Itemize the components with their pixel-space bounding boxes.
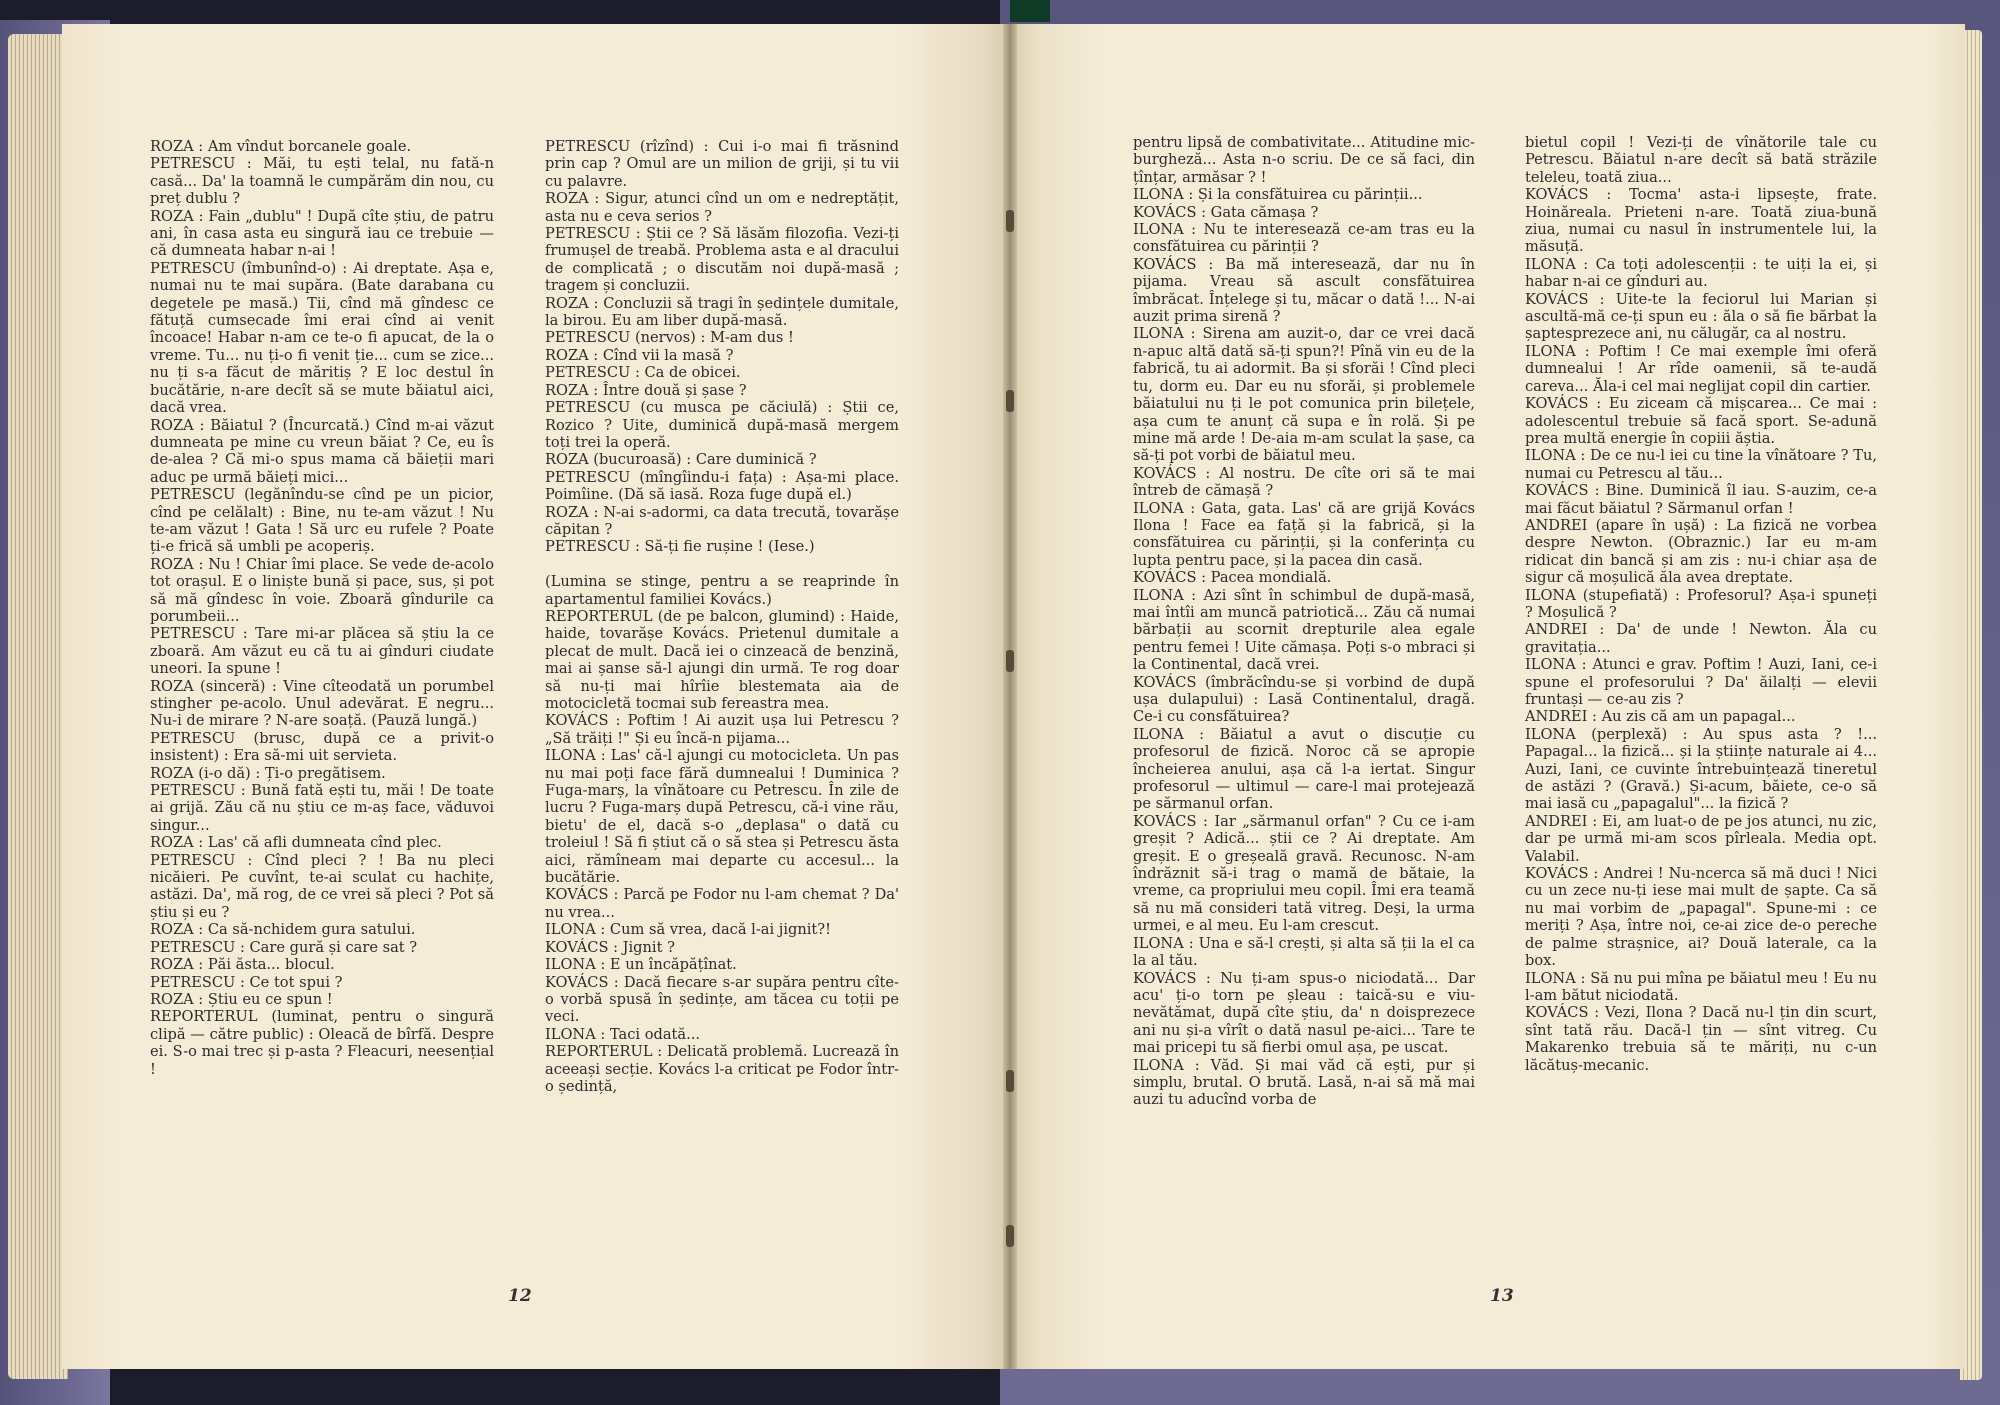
left-page-column-2: PETRESCU (rîzînd) : Cui i-o mai fi trăsnind prin cap ? Omul are un milion de griji, și tu vii cu palavre. ROZA : Sigur, atunci cînd un om e nedreptățit, asta nu e ceva serios ? PETRESCU : Știi ce ? Să lăsăm filozofia. Vezi-ți frumușel de treabă. Problema asta e al dracului de complicată ; o discutăm noi după-masă ; tragem și concluzii. ROZA : Concluzii să tragi în ședințele dumitale, la birou. Eu am liber după-masă. PETRESCU (nervos) : M-am dus ! ROZA : Cînd vii la masă ? PETRESCU : Ca de obicei. ROZA : Între două și șase ? PETRESCU (cu musca pe căciulă) : Știi ce, Rozico ? Uite, duminică după-masă mergem toți trei la operă. ROZA (bucuroasă) : Care duminică ? PETRESCU (mîngîindu-i fața) : Așa-mi place. Poimîine. (Dă să iasă. Roza fuge după el.) ROZA : N-ai s-adormi, ca data trecută, tovarășe căpitan ? PETRESCU : Să-ți fie rușine ! (Iese.) (Lumina se stinge, pentru a se reaprinde în apartamentul familiei Kovács.) REPORTERUL (de pe balcon, glumind) : Haide, haide, tovarășe Kovács. Prietenul dumitale a plecat de mult. Dacă iei o cinzeacă de benzină, mai ai șanse să-l ajungi din urmă. Te rog doar să nu-ți mai hîrîie blestemata aia de motocicletă tocmai sub fereastra mea. KOVÁCS : Poftim ! Ai auzit ușa lui Petrescu ? „Să trăiți !" Și eu încă-n pijama... ILONA : Las' că-l ajungi cu motocicleta. Un pas nu mai poți face fără dumnealui ! Duminica ? Fuga-marș, la vînătoare cu Petrescu. În zile de lucru ? Fuga-marș după Petrescu, că-i vine rău, bietu' de el, dacă s-o „deplasa" o dată cu troleiul ! Să fi știut că o să stea și Petrescu ăsta aici, rămîneam mai departe cu accesul... la bucătărie. KOVÁCS : Parcă pe Fodor nu l-am chemat ? Da' nu vrea... ILONA : Cum să vrea, dacă l-ai jignit?! KOVÁCS : Jignit ? ILONA : E un încăpățînat. KOVÁCS : Dacă fiecare s-ar supăra pentru cîte-o vorbă spusă în ședințe, am tăcea cu toții pe veci. ILONA : Taci odată... REPORTERUL : Delicată problemă. Lucrează în aceeași secție. Kovács l-a criticat pe Fodor într-o ședință,	[545, 138, 899, 1095]
binding-thread-4	[1006, 1070, 1014, 1092]
binding-thread-3	[1006, 650, 1014, 672]
right-page	[1010, 24, 1965, 1369]
left-page-number: 12	[508, 1286, 532, 1306]
right-page-column-2: bietul copil ! Vezi-ți de vînătorile tale cu Petrescu. Băiatul n-are decît să bată străzile teleleu, toată ziua... KOVÁCS : Tocma' asta-i lipsește, frate. Hoinăreala. Prieteni n-are. Toată ziua-bună ziua, numai cu nasul în instrumentele lui, la măsuță. ILONA : Ca toți adolescenții : te uiți la ei, și habar n-ai ce gînduri au. KOVÁCS : Uite-te la feciorul lui Marian și ascultă-mă ce-ți spun eu : ăla o să fie bărbat la șaptesprezece ani, nu călugăr, ca al nostru. ILONA : Poftim ! Ce mai exemple îmi oferă dumnealui ! Ar rîde oamenii, să te-audă careva... Ăla-i cel mai neglijat copil din cartier. KOVÁCS : Eu ziceam că mișcarea... Ce mai : adolescentul trebuie să facă sport. Se-adună prea multă energie în copiii ăștia. ILONA : De ce nu-l iei cu tine la vînătoare ? Tu, numai cu Petrescu al tău... KOVÁCS : Bine. Duminică îl iau. S-auzim, ce-a mai făcut băiatul ? Sărmanul orfan ! ANDREI (apare în ușă) : La fizică ne vorbea despre Newton. (Obraznic.) Iar eu m-am ridicat din bancă și am zis : nu-i chiar așa de sigur că moșulică ăla avea dreptate. ILONA (stupefiată) : Profesorul? Așa-i spuneți ? Moșulică ? ANDREI : Da' de unde ! Newton. Ăla cu gravitația... ILONA : Atunci e grav. Poftim ! Auzi, Iani, ce-i spune el profesorului ? Da' ăilalți — elevii fruntași — ce-au zis ? ANDREI : Au zis că am un papagal... ILONA (perplexă) : Au spus asta ? !... Papagal... la fizică... și la științe naturale ai 4... Auzi, Iani, ce cuvinte întrebuințează tineretul de astăzi ? (Gravă.) Și-acum, băiete, ce-o să mai iasă cu „papagalul"... la fizică ? ANDREI : Ei, am luat-o de pe jos atunci, nu zic, dar pe urmă mi-am scos pîrleala. Media opt. Valabil. KOVÁCS : Andrei ! Nu-ncerca să mă duci ! Nici cu un zece nu-ți iese mai mult de șapte. Ca să nu mai vorbim de „papagal". Spune-mi : ce meriți ? Așa, între noi, ce-ai zice de-o pereche de palme strașnice, ai? Două laterale, ca la box. ILONA : Să nu pui mîna pe băiatul meu ! Eu nu l-am bătut niciodată. KOVÁCS : Vezi, Ilona ? Dacă nu-l țin din scurt, sînt tată rău. Dacă-l țin — sînt vitreg. Cu Makarenko trebuia să te măriți, nu c-un lăcătuș-mecanic.	[1525, 134, 1877, 1074]
binding-thread-2	[1006, 390, 1014, 412]
right-page-number: 13	[1490, 1286, 1514, 1306]
right-page-column-1: pentru lipsă de combativitate... Atitudine mic-burgheză... Asta n-o scriu. De ce să faci, din țînțar, armăsar ? ! ILONA : Și la consfătuirea cu părinții... KOVÁCS : Gata cămașa ? ILONA : Nu te interesează ce-am tras eu la consfătuirea cu părinții ? KOVÁCS : Ba mă interesează, dar nu în pijama. Vreau să ascult consfătuirea îmbrăcat. Înțelege și tu, măcar o dată !... N-ai auzit prima sirenă ? ILONA : Sirena am auzit-o, dar ce vrei dacă n-apuc altă dată să-ți spun?! Pînă vin eu de la fabrică, tu ai adormit. Ba și sforăi ! Cînd pleci tu, dorm eu. Dar eu nu sforăi, și problemele băiatului nu ți le pot comunica prin bilețele, așa cum te anunț că supa e în rolă. Și pe mine mă arde ! De-aia m-am sculat la șase, ca să-ți pot vorbi de băiatul meu. KOVÁCS : Al nostru. De cîte ori să te mai întreb de cămașă ? ILONA : Gata, gata. Las' că are grijă Kovács Ilona ! Face ea față și la fabrică, și la consfătuirea cu părinții, și la conferința cu lupta pentru pace, și la pacea din casă. KOVÁCS : Pacea mondială. ILONA : Azi sînt în schimbul de după-masă, mai întîi am muncă patriotică... Zău că numai bărbații au scornit drepturile alea egale pentru femei ! Uite cămașa. Poți s-o mbraci și la Continental, dacă vrei. KOVÁCS (îmbrăcîndu-se și vorbind de după ușa dulapului) : Lasă Continentalul, dragă. Ce-i cu consfătuirea? ILONA : Băiatul a avut o discuție cu profesorul de fizică. Noroc că se apropie încheierea anului, așa că l-a iertat. Singur profesorul — ultimul — care-l mai protejează pe sărmanul orfan. KOVÁCS : Iar „sărmanul orfan" ? Cu ce i-am greșit ? Adică... știi ce ? Ai dreptate. Am greșit. E o greșeală gravă. Recunosc. N-am îndrăznit să-i trag o mamă de bătaie, la vreme, ca propriului meu copil. Îmi era teamă să nu mă consideri tată vitreg. Deși, la urma urmei, e al meu. Eu l-am crescut. ILONA : Una e să-l crești, și alta să ții la el ca la al tău. KOVÁCS : Nu ți-am spus-o niciodată... Dar acu' ți-o torn pe șleau : taică-su e viu-nevătămat, după cîte știu, da' n doisprezece ani nu și-a vîrît o dată nasul pe-aici... Tare te mai pricepi tu să fierbi omul așa, pe uscat. ILONA : Văd. Și mai văd că ești, pur și simplu, brutal. O brută. Lasă, n-ai să mă mai auzi tu aducînd vorba de	[1133, 134, 1475, 1109]
page-edges-left	[8, 34, 68, 1379]
left-page	[62, 24, 1010, 1369]
left-page-column-1: ROZA : Am vîndut borcanele goale. PETRESCU : Măi, tu ești telal, nu fată-n casă... Da' la toamnă le cumpărăm din nou, cu preț dublu ? ROZA : Fain „dublu" ! După cîte știu, de patru ani, în casa asta eu singură iau ce trebuie — că dumneata habar n-ai ! PETRESCU (îmbunînd-o) : Ai dreptate. Așa e, numai nu te mai supăra. (Bate darabana cu degetele pe masă.) Tii, cînd mă gîndesc ce fătuță cumsecade îmi erai cînd ai venit încoace! Habar n-am ce te-o fi apucat, de la o vreme. Tu... nu ți-o fi venit ție... cum se zice... nu ți s-a făcut de măritiș ? E loc destul în bucătărie, n-are decît să se mute băiatul aici, dacă vrea. ROZA : Băiatul ? (Încurcată.) Cînd m-ai văzut dumneata pe mine cu vreun băiat ? Ce, eu îs de-alea ? Că mi-o spus mama că băieții mari aduc pe urmă băieți mici... PETRESCU (legănîndu-se cînd pe un picior, cînd pe celălalt) : Bine, nu te-am văzut ! Nu te-am văzut ! Gata ! Să urc eu rufele ? Poate ți-e frică să umbli pe acoperiș. ROZA : Nu ! Chiar îmi place. Se vede de-acolo tot orașul. E o liniște bună și pace, sus, și pot să mă gîndesc în voie. Zboară gîndurile ca porumbeii... PETRESCU : Tare mi-ar plăcea să știu la ce zboară. Am văzut eu că tu ai gînduri ciudate uneori. Ia spune ! ROZA (sinceră) : Vine cîteodată un porumbel stingher pe-acolo. Unul adevărat. E negru... Nu-i de mirare ? N-are soață. (Pauză lungă.) PETRESCU (brusc, după ce a privit-o insistent) : Era să-mi uit servieta. ROZA (i-o dă) : Ți-o pregătisem. PETRESCU : Bună fată ești tu, măi ! De toate ai grijă. Zău că nu știu ce m-aș face, văduvoi singur... ROZA : Las' că afli dumneata cînd plec. PETRESCU : Cînd pleci ? ! Ba nu pleci nicăieri. Pe cuvînt, te-ai sculat cu hachițe, astăzi. Da', mă rog, de ce vrei să pleci ? Pot să știu și eu ? ROZA : Ca să-nchidem gura satului. PETRESCU : Care gură și care sat ? ROZA : Păi ăsta... blocul. PETRESCU : Ce tot spui ? ROZA : Știu eu ce spun ! REPORTERUL (luminat, pentru o singură clipă — către public) : Oleacă de bîrfă. Despre ei. S-o mai trec și p-asta ? Fleacuri, neesențial !	[150, 138, 494, 1078]
binding-thread-1	[1006, 210, 1014, 232]
binding-thread-5	[1006, 1225, 1014, 1247]
background-gap	[1010, 0, 1050, 22]
